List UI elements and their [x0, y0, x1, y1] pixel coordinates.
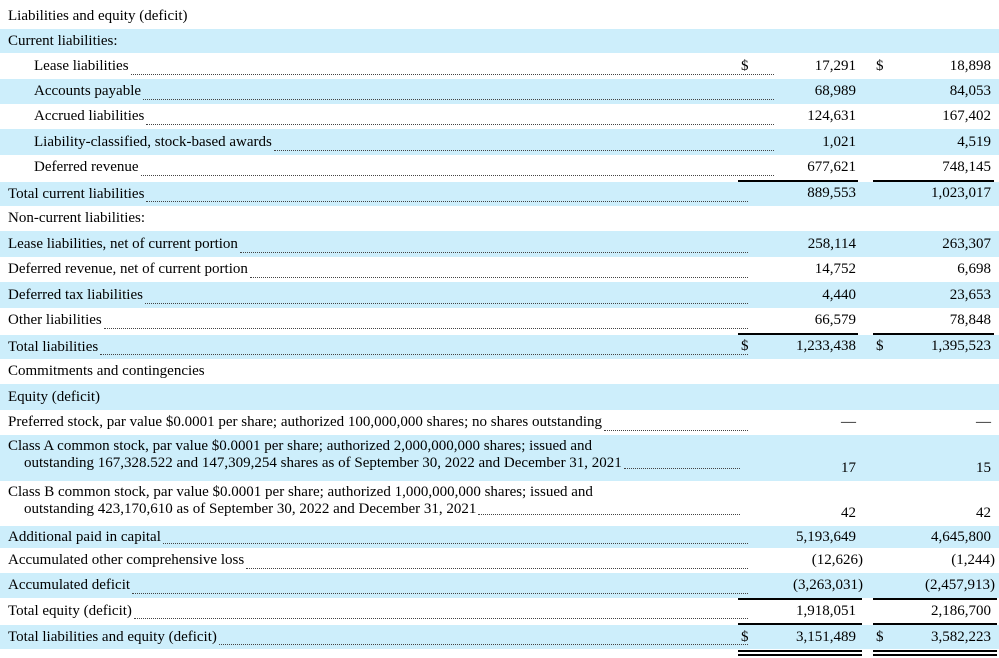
value-2022: 124,631: [807, 108, 856, 124]
value-2022: 42: [841, 505, 856, 521]
row-label: Accumulated deficit: [8, 577, 131, 593]
value-2022: (3,263,031): [793, 577, 863, 593]
value-2021-dash: —: [976, 414, 991, 430]
value-2022: 17,291: [814, 58, 856, 74]
section-current-text: Current liabilities:: [8, 32, 118, 49]
row-class-a-common: [0, 435, 999, 481]
value-2022: 17: [841, 460, 856, 476]
currency-symbol: $: [741, 58, 749, 74]
double-underline: [873, 650, 997, 652]
value-2021: 4,645,800: [931, 528, 991, 545]
row-additional-paid-in-capital: [0, 526, 999, 548]
value-2022: 68,989: [814, 83, 856, 99]
value-2021: (2,457,913): [925, 577, 995, 593]
value-2021: 1,023,017: [931, 185, 991, 201]
value-2021: 748,145: [942, 159, 991, 175]
value-2021: 84,053: [949, 83, 991, 99]
value-2022: 889,553: [807, 185, 856, 201]
row-stock-based-awards: [0, 129, 999, 155]
row-accumulated-deficit: [0, 573, 999, 598]
value-2022: 1,233,438: [796, 338, 856, 354]
value-2022: (12,626): [811, 552, 863, 568]
row-total-equity: [0, 600, 999, 623]
row-label: Deferred revenue: [34, 159, 139, 175]
row-label: Accounts payable: [34, 83, 142, 99]
section-noncurrent-liabilities: [0, 206, 999, 231]
row-deferred-tax: [0, 282, 999, 308]
section-noncurrent-text: Non-current liabilities:: [8, 210, 146, 226]
currency-symbol: $: [876, 338, 884, 354]
value-2021: 18,898: [949, 58, 991, 74]
value-2022: 1,021: [822, 134, 856, 150]
value-2022: 3,151,489: [796, 628, 856, 645]
row-label: Lease liabilities, net of current portion: [8, 235, 238, 252]
value-2022: 5,193,649: [796, 528, 856, 545]
section-commitments: [0, 359, 999, 384]
row-lease-liabilities: [0, 54, 999, 79]
value-2021: 6,698: [957, 261, 991, 277]
row-preferred-stock: [0, 410, 999, 435]
currency-symbol: $: [741, 338, 749, 354]
currency-symbol: $: [741, 628, 749, 645]
row-total-current-liabilities: [0, 182, 999, 206]
value-2021: 78,848: [949, 312, 991, 328]
value-2022: 677,621: [807, 159, 856, 175]
section-equity-text: Equity (deficit): [8, 388, 101, 405]
value-2021: (1,244): [951, 552, 995, 568]
row-label: Other liabilities: [8, 312, 102, 328]
currency-symbol: $: [876, 58, 884, 74]
section-commitments-text: Commitments and contingencies: [8, 363, 205, 379]
double-underline: [738, 650, 862, 652]
row-label-line1: Class A common stock, par value $0.0001 per share; authorized 2,000,000,000 shares; issued and: [8, 438, 593, 454]
row-label: Liability-classified, stock-based awards: [34, 133, 272, 150]
row-total-liabilities-equity: [0, 625, 999, 649]
value-2022: 14,752: [814, 261, 856, 277]
row-label: Total equity (deficit): [8, 603, 132, 619]
value-2022: 1,918,051: [796, 603, 856, 619]
value-2021: 4,519: [957, 134, 991, 150]
value-2021: 3,582,223: [931, 628, 991, 645]
value-2022-dash: —: [841, 414, 856, 430]
row-deferred-revenue-noncurrent: [0, 257, 999, 282]
value-2021: 23,653: [949, 287, 991, 303]
row-total-liabilities: [0, 335, 999, 359]
row-accrued-liabilities: [0, 104, 999, 129]
row-label: Total current liabilities: [8, 185, 145, 202]
row-label: Deferred tax liabilities: [8, 286, 143, 303]
row-class-b-common: [0, 481, 999, 526]
currency-symbol: $: [876, 628, 884, 645]
double-underline: [873, 654, 997, 656]
row-label: Total liabilities and equity (deficit): [8, 628, 217, 645]
row-label-line2: outstanding 423,170,610 as of September 30, 2022 and December 31, 2021: [24, 501, 477, 517]
value-2021: 2,186,700: [931, 603, 991, 619]
row-label: Additional paid in capital: [8, 528, 161, 545]
row-label-line1: Class B common stock, par value $0.0001 per share; authorized 1,000,000,000 shares; issued and: [8, 484, 593, 500]
row-lease-noncurrent: [0, 231, 999, 257]
section-current-liabilities: [0, 29, 999, 53]
value-2022: 66,579: [814, 312, 856, 328]
row-aoci: [0, 548, 999, 573]
double-underline: [738, 654, 862, 656]
row-label: Accumulated other comprehensive loss: [8, 552, 245, 568]
value-2021: 263,307: [942, 236, 991, 252]
row-label: Total liabilities: [8, 338, 99, 355]
row-other-liabilities: [0, 308, 999, 333]
value-2022: 258,114: [807, 236, 856, 252]
section-header-text: Liabilities and equity (deficit): [8, 8, 188, 24]
row-accounts-payable: [0, 79, 999, 104]
value-2021: 15: [976, 460, 991, 476]
value-2021: 167,402: [942, 108, 991, 124]
section-header-liabilities-equity: [0, 4, 999, 29]
section-equity: [0, 384, 999, 410]
row-deferred-revenue: [0, 155, 999, 180]
row-label: Preferred stock, par value $0.0001 per share; authorized 100,000,000 shares; no shares outstanding: [8, 414, 603, 430]
value-2021: 42: [976, 505, 991, 521]
value-2021: 1,395,523: [931, 338, 991, 354]
row-label: Accrued liabilities: [34, 108, 145, 124]
value-2022: 4,440: [822, 287, 856, 303]
row-label: Lease liabilities: [34, 58, 129, 74]
row-label-line2: outstanding 167,328.522 and 147,309,254 shares as of September 30, 2022 and December 31, 2021: [24, 455, 622, 471]
row-label: Deferred revenue, net of current portion: [8, 261, 248, 277]
